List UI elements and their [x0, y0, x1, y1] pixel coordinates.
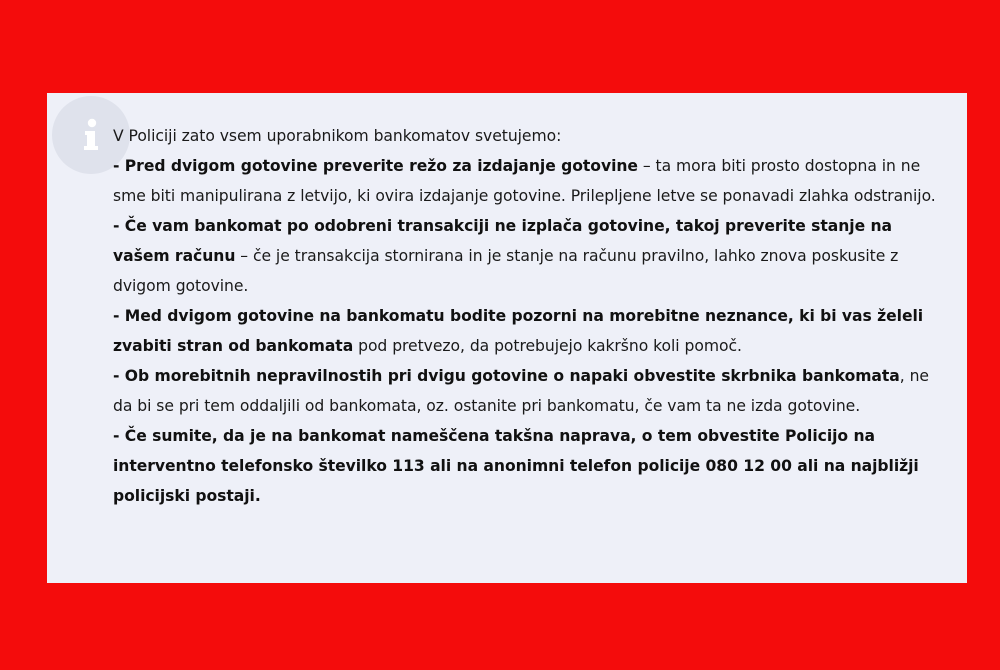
advice-item: [113, 301, 953, 361]
advice-item-bold: - Če vam bankomat po odobreni transakciji ne izplača gotovine, takoj preverite stanje na vašem računu: [113, 217, 893, 265]
advice-item-bold: - Pred dvigom gotovine preverite režo za izdajanje gotovine: [113, 157, 638, 175]
advice-item-text: – ta mora biti prosto dostopna in ne sme biti manipulirana z letvijo, ki ovira izdajanje gotovine. Prilepljene letve se ponavadi zlahka odstranijo.: [113, 157, 936, 205]
advice-item-bold: - Če sumite, da je na bankomat nameščena takšna naprava, o tem obvestite Policijo na interventno telefonsko številko 113 ali na anonimni telefon policije 080 12 00 ali na najbližji policijski postaji.: [113, 427, 919, 505]
advice-item-text: – če je transakcija stornirana in je stanje na računu pravilno, lahko znova poskusite z dvigom gotovine.: [113, 247, 899, 295]
info-glyph: [76, 115, 106, 155]
advice-item: [113, 151, 953, 211]
advice-content: [113, 121, 953, 511]
intro-text: V Policiji zato vsem uporabnikom bankomatov svetujemo:: [113, 127, 562, 145]
advice-item-bold: - Med dvigom gotovine na bankomatu bodite pozorni na morebitne neznance, ki bi vas želeli zvabiti stran od bankomata: [113, 307, 924, 355]
advice-item-bold: - Ob morebitnih nepravilnostih pri dvigu gotovine o napaki obvestite skrbnika bankomata: [113, 367, 900, 385]
advice-item-text: , ne da bi se pri tem oddaljili od bankomata, oz. ostanite pri bankomatu, če vam ta ne izda gotovine.: [113, 367, 929, 415]
advice-item: [113, 211, 953, 301]
advice-item: [113, 421, 953, 511]
advice-item: [113, 361, 953, 421]
advice-item-text: pod pretvezo, da potrebujejo kakršno koli pomoč.: [353, 337, 742, 355]
